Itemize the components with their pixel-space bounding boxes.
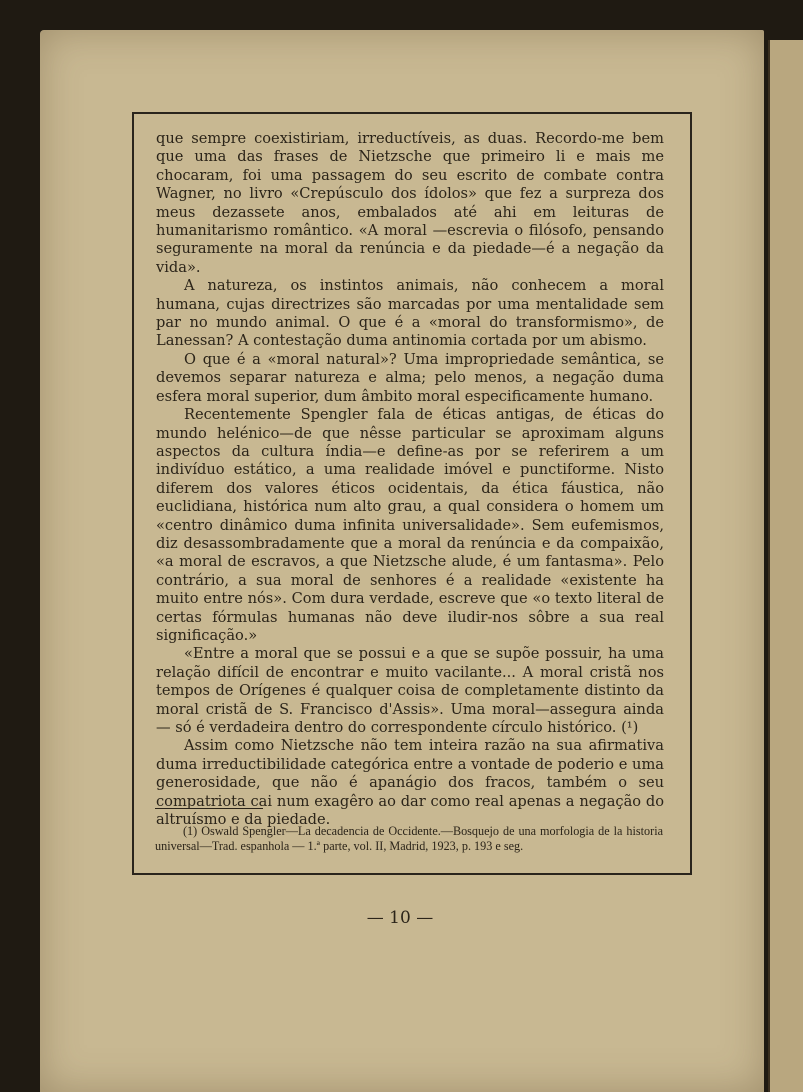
paragraph-4: Recentemente Spengler fala de éticas antigas, de éticas do mundo helénico—de que nêsse particular se aproximam alguns aspectos da cultura índia—e define-as por se referirem a um indivíduo estático, a uma realidade imóvel e punctiforme. Nisto diferem dos valores éticos ocidentais, da ética fáustica, não euclidiana, histórica num alto grau, a qual considera o homem um «centro dinâmico duma infinita universalidade». Sem eufemismos, diz desassombradamente que a moral da renúncia e da compaixão, «a moral de escravos, a que Nietzsche alude, é um fantasma». Pelo contrário, a sua moral de senhores é a realidade «existente ha muito entre nós». Com dura verdade, escreve que «o texto literal de certas fórmulas humanas não deve iludir-nos sôbre a sua real significação.» (156, 406, 664, 644)
adjacent-page-edge (768, 40, 803, 1092)
paragraph-6: Assim como Nietzsche não tem inteira razão na sua afirmativa duma irreductibilidade categórica entre a vontade de poderio e uma generosidade, que não é apanágio dos fracos, também o seu compatriota cai num exagêro ao dar como real apenas a negação do altruísmo e da piedade. (156, 737, 664, 829)
page-number: — 10 — (366, 908, 434, 928)
paragraph-5: «Entre a moral que se possui e a que se supõe possuir, ha uma relação difícil de encontrar e muito vacilante... A moral cristã nos tempos de Orígenes é qualquer coisa de completamente distinto da moral cristã de S. Francisco d'Assis». Uma moral—assegura ainda — só é verdadeira dentro do correspondente círculo histórico. (¹) (156, 645, 664, 736)
paragraph-1: que sempre coexistiriam, irreductíveis, as duas. Recordo-me bem que uma das frases de Nietzsche que primeiro li e mais me chocaram, foi uma passagem do seu escrito de combate contra Wagner, no livro «Crepúsculo dos ídolos» que fez a surpreza dos meus dezassete anos, embalados até ahi em leituras de humanitarismo romântico. «A moral —escrevia o filósofo, pensando seguramente na moral da renúncia e da piedade—é a negação da vida». (156, 130, 664, 276)
paragraph-3: O que é a «moral natural»? Uma impropriedade semântica, se devemos separar natureza e alma; pelo menos, a negação duma esfera moral superior, dum âmbito moral especificamente humano. (156, 350, 664, 405)
footnote: (1) Oswald Spengler—La decadencia de Occidente.—Bosquejo de una morfologia de la historia universal—Trad. espanhola — 1.ª parte, vol. II, Madrid, 1923, p. 193 e seg. (155, 824, 663, 853)
footnote-separator (155, 808, 263, 809)
main-text-block (156, 130, 664, 829)
paragraph-2: A natureza, os instintos animais, não conhecem a moral humana, cujas directrizes são marcadas por uma mentalidade sem par no mundo animal. O que é a «moral do transformismo», de Lanessan? A contestação duma antinomia cortada por um abismo. (156, 277, 664, 350)
